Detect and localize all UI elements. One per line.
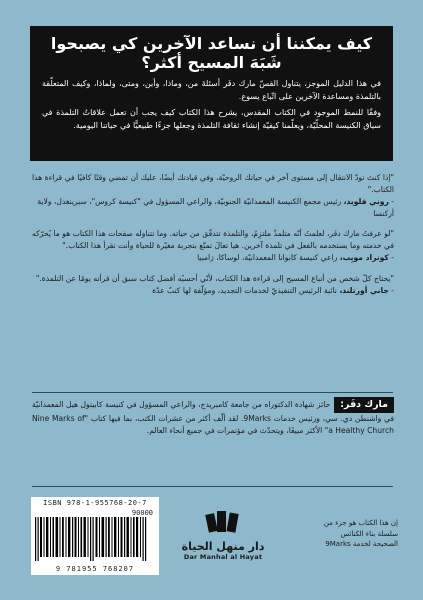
endorsement-attribution: - جاني أورتلند، نائبة الرئيس التنفيذيّ لخدمات التجديد، ومؤلّفة لها كتبٌ عدّة [152, 286, 394, 295]
barcode-number: 9 781955 768207 [55, 565, 135, 573]
endorsement-name: جاني أورتلند، [339, 286, 389, 295]
author-bio [32, 397, 394, 436]
publisher-logo [178, 508, 268, 568]
endorsement-text: "يحتاج كلّ شخص من أتباع المسيح إلى قراءة هذا الكتاب، لأنّي أحسبُه أفضل كتاب سبق أن قرأته يومًا عن التلمذة." [35, 273, 394, 283]
endorsement-1 [32, 172, 394, 219]
author-name: مارك دفَر: [334, 397, 394, 413]
author-bio-text: حائز شهادة الدكتوراه من جامعة كامبريدج، والراعي المسؤول في كنيسة كابيتول هيل المعمدانيّة في واشنطن دي. سي، ورئيس خدمات 9Marks. لقد ألّف أكثر من عشرات الكتب، بما فيها كتاب "Nine Marks of a Healthy Church" الأكثر مبيعًا، ويتحدّث في مؤتمرات في جميع أنحاء العالم. [32, 400, 394, 435]
endorsement-attribution: - كونراد موبِب، راعي كنيسة كابوانا المعمدانيّة، لوساكا، زامبيا [197, 253, 394, 262]
series-note: إن هذا الكتاب هو جزء من سلسلة بناء الكنائس الصحيحة لخدمة 9Marks [323, 519, 398, 548]
isbn-text: ISBN 978-1-955768-20-7 [43, 499, 147, 507]
endorsement-name: روني فلويد، [343, 197, 389, 206]
endorsement-text: "لو عرفتُ مارك دفَر، لعلمتُ أنّه متلمذٌ ملتزِمٌ، والتلمذة تتدفّق من حياته. وما تتناوله صفحات هذا الكتاب هو ما يُحرّكه في خدمته وما يستخدمه بالفعل في تلمذة آخرين. هيا تعالَ تمتّع بتجربة مغيّرة للحياة وأنت تقرأ هذا الكتاب." [32, 229, 394, 250]
publisher-name-ar: دار منهل الحياة [181, 540, 265, 553]
barcode-bars [35, 517, 155, 561]
endorsement-2 [32, 228, 394, 264]
publisher-name-en: Dar Manhal al Hayat [183, 553, 263, 561]
endorsement-role: راعي كنيسة كابوانا المعمدانيّة، لوساكا، زامبيا [197, 253, 338, 262]
intro-paragraph-1: في هذا الدليل الموجز، يتناول القسّ مارك دفَر أسئلةَ من، وماذا، وأين، ومتى، ولماذا، وكيف المتعلّقة بالتلمذة ومساعدة الآخرين على اتّباع يسوع. [42, 79, 381, 101]
endorsement-3 [32, 273, 394, 297]
endorsement-attribution: - روني فلويد، رئيس مجمع الكنيسة المعمدانيّة الجنوبيّة، والراعي المسؤول في "كنيسة كروس"، سبرينغدل، ولاية أركنسا [37, 197, 394, 218]
endorsement-role: نائبة الرئيس التنفيذيّ لخدمات التجديد، ومؤلّفة لها كتبٌ عدّة [152, 286, 337, 295]
endorsements [32, 172, 394, 306]
intro [42, 78, 381, 132]
intro-paragraph-2: وفقًا للنمط الموجود في الكتاب المقدس، يشرح هذا الكتاب كيف يجب أن تعمل علاقاتُ التلمذة في سياق الكنيسة المحلّيّة، ويعلّمنا كيفيّة إنشاء ثقافة التلمذة وجعلها جزءًا طبيعيًّا في حياتنا اليومية. [42, 108, 381, 130]
endorsement-name: كونراد موبِب، [339, 253, 389, 262]
divider-line [32, 486, 393, 487]
headline-panel [30, 26, 393, 161]
divider-line [32, 392, 393, 393]
endorsement-text: "إذا كنتَ تودّ الانتقال إلى مستوى آخر في حياتك الروحيّة، وفي قيادتك أيضًا، عليك أن تمضي وقتًا كافيًا في قراءة هذا الكتاب." [32, 173, 394, 194]
headline: كيف يمكننا أن نساعد الآخرين كي يصبحوا شَبَهَ المسيح أكثر؟ [50, 34, 373, 72]
endorsement-role: رئيس مجمع الكنيسة المعمدانيّة الجنوبيّة، والراعي المسؤول في "كنيسة كروس"، سبرينغدل، ولاية أركنسا [37, 197, 394, 218]
books-icon [203, 508, 243, 534]
barcode [31, 497, 159, 575]
price-code: 90000 [131, 509, 153, 517]
